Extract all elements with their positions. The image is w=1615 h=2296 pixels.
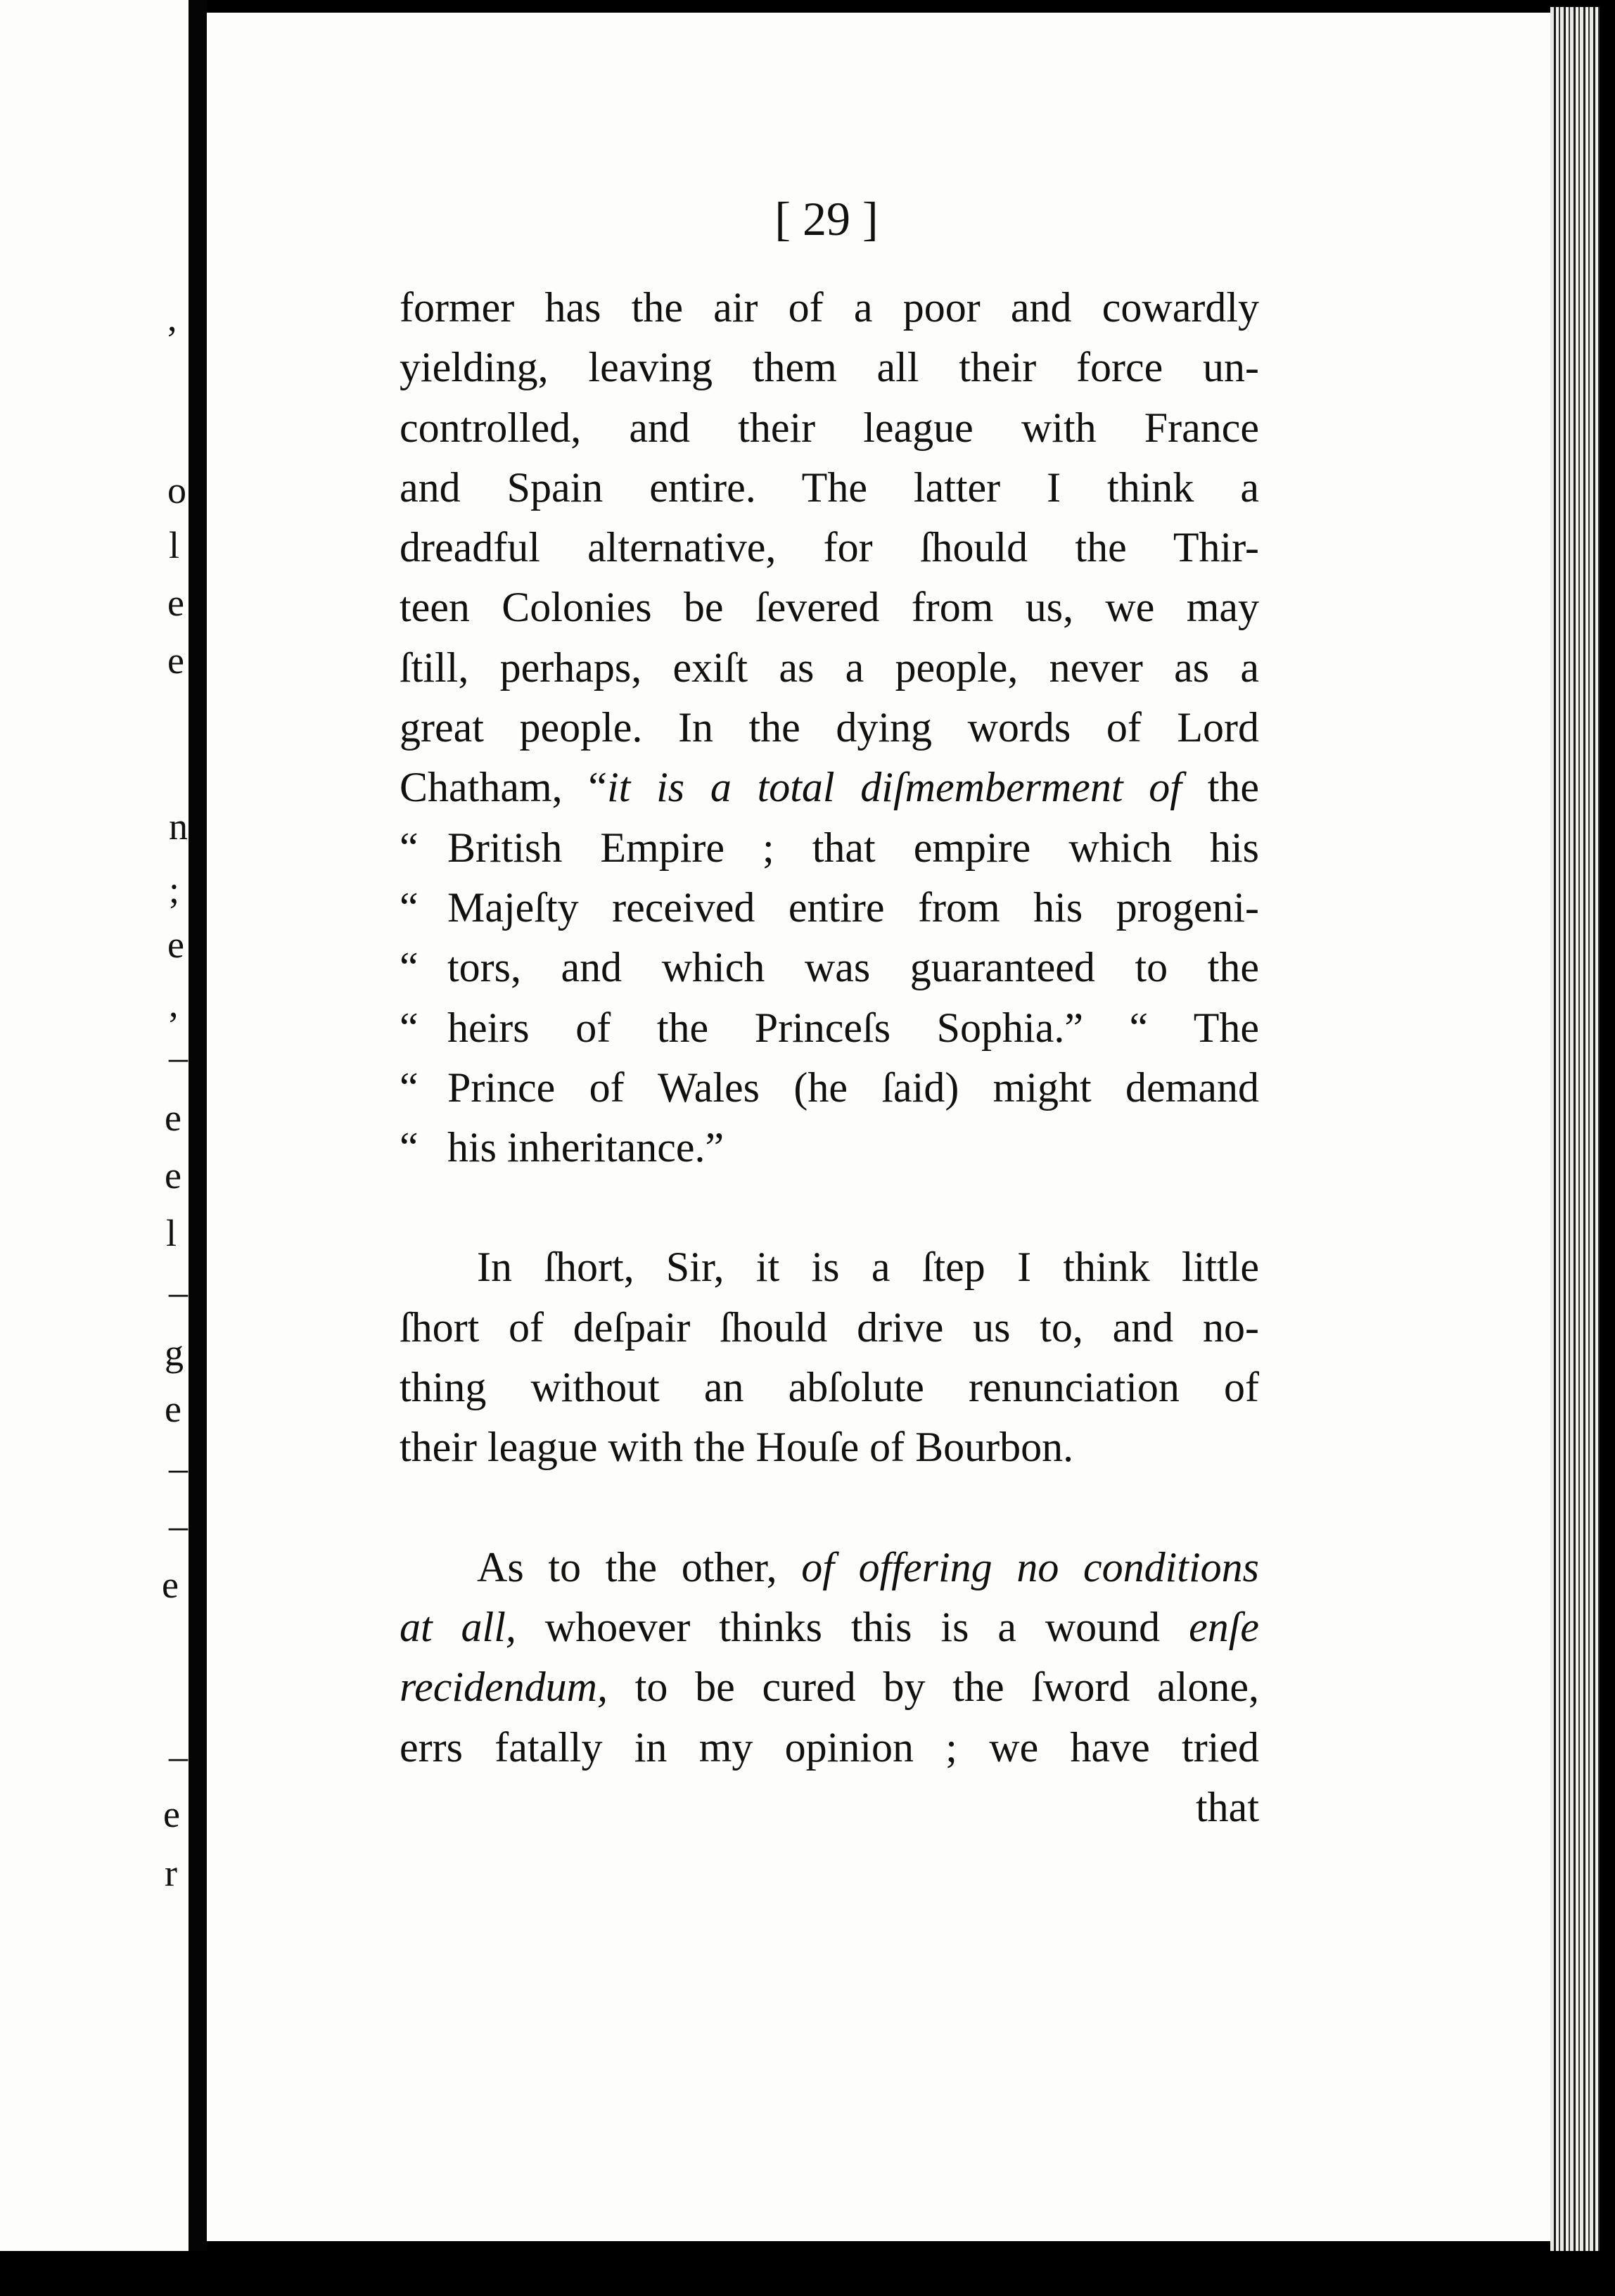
quoted-line bbox=[400, 1118, 1259, 1178]
paragraph-break bbox=[400, 1178, 1259, 1237]
fragment: , bbox=[169, 983, 179, 1025]
text-line bbox=[400, 758, 1259, 817]
paragraph-1 bbox=[400, 278, 1259, 1178]
text-run: Prince of Wales (he ſaid) might demand bbox=[447, 1064, 1259, 1111]
quoted-line bbox=[400, 998, 1259, 1058]
text-run: whoever thinks this is a wound bbox=[516, 1603, 1189, 1650]
fragment: e bbox=[165, 1097, 181, 1139]
text-line: teen Colonies be ſevered from us, we may bbox=[400, 584, 1259, 631]
quoted-line bbox=[400, 938, 1259, 997]
text-line: controlled, and their league with France bbox=[400, 404, 1259, 451]
text-run: Majeſty received entire from his progeni- bbox=[447, 884, 1259, 931]
paragraph-2 bbox=[400, 1237, 1259, 1477]
fragment: e bbox=[163, 1793, 180, 1835]
fragment: – bbox=[169, 1036, 188, 1078]
text-run: As to the other, bbox=[477, 1543, 802, 1590]
text-line: thing without an abſolute renunciation of bbox=[400, 1364, 1259, 1411]
text-line: errs fatally in my opinion ; we have tried bbox=[400, 1723, 1259, 1771]
fragment: – bbox=[169, 1447, 188, 1489]
fragment: n bbox=[169, 805, 188, 848]
fragment: – bbox=[169, 1735, 188, 1778]
text-run: to be cured by the ſword alone, bbox=[608, 1664, 1259, 1711]
fragment: e bbox=[167, 639, 184, 682]
text-run: Chatham, “ bbox=[400, 764, 607, 811]
paragraph-3 bbox=[400, 1538, 1259, 1837]
paragraph-break bbox=[400, 1478, 1259, 1538]
fragment: e bbox=[162, 1564, 179, 1606]
quoted-line bbox=[400, 878, 1259, 938]
text-run: the bbox=[1181, 764, 1259, 811]
text-line: ſtill, perhaps, exiſt as a people, never as a bbox=[400, 644, 1259, 691]
fragment: ; bbox=[169, 869, 180, 911]
text-run: tors, and which was guaranteed to the bbox=[447, 944, 1259, 991]
text-line: and Spain entire. The latter I think a bbox=[400, 464, 1259, 511]
fragment: o bbox=[167, 469, 186, 511]
text-line: ſhort of deſpair ſhould drive us to, and no- bbox=[400, 1303, 1259, 1351]
text-line bbox=[400, 1657, 1259, 1717]
catchword: that bbox=[1196, 1783, 1259, 1830]
fragment: e bbox=[165, 1154, 181, 1197]
text-run: his inheritance.” bbox=[447, 1124, 724, 1171]
text-line: great people. In the dying words of Lord bbox=[400, 704, 1259, 751]
italic-run: enſe bbox=[1189, 1603, 1259, 1650]
text-run: heirs of the Princeſs Sophia.” “ The bbox=[447, 1004, 1259, 1051]
fragment: – bbox=[169, 1505, 188, 1547]
text-line: former has the air of a poor and cowardly bbox=[400, 284, 1259, 331]
page-edges bbox=[1550, 7, 1600, 2251]
text-line: dreadful alternative, for ſhould the Thir- bbox=[400, 524, 1259, 571]
italic-run: recidendum, bbox=[400, 1664, 608, 1711]
text-line: yielding, leaving them all their force un- bbox=[400, 344, 1259, 391]
facing-page-edge bbox=[0, 0, 189, 2296]
text-line: their league with the Houſe of Bourbon. bbox=[400, 1424, 1074, 1471]
text-line bbox=[400, 1597, 1259, 1657]
body-text bbox=[400, 278, 1259, 1837]
fragment: , bbox=[167, 297, 177, 339]
quote-mark: “ bbox=[400, 1004, 419, 1051]
italic-run: at all, bbox=[400, 1603, 516, 1650]
text-run: British Empire ; that empire which his bbox=[447, 824, 1259, 871]
fragment: l bbox=[166, 1212, 177, 1254]
quoted-line bbox=[400, 818, 1259, 878]
fragment: e bbox=[165, 1388, 181, 1430]
fragment: e bbox=[167, 924, 184, 966]
text-line: In ſhort, Sir, it is a ſtep I think little bbox=[477, 1244, 1259, 1291]
fragment: e bbox=[167, 582, 184, 624]
fragment: g bbox=[165, 1332, 184, 1374]
page-number: [ 29 ] bbox=[774, 192, 879, 245]
text-line bbox=[400, 1538, 1259, 1597]
quote-mark: “ bbox=[400, 944, 419, 991]
fragment: – bbox=[169, 1271, 188, 1313]
quote-mark: “ bbox=[400, 1124, 419, 1171]
book-gutter bbox=[189, 0, 207, 2296]
quote-mark: “ bbox=[400, 824, 419, 871]
scan-border bbox=[0, 2251, 1615, 2296]
italic-run: of offering no conditions bbox=[801, 1543, 1259, 1590]
quote-mark: “ bbox=[400, 884, 419, 931]
fragment: r bbox=[165, 1852, 177, 1894]
fragment: l bbox=[169, 524, 180, 566]
quote-mark: “ bbox=[400, 1064, 419, 1111]
italic-run: it is a total diſmemberment of bbox=[607, 764, 1182, 811]
quoted-line bbox=[400, 1058, 1259, 1118]
